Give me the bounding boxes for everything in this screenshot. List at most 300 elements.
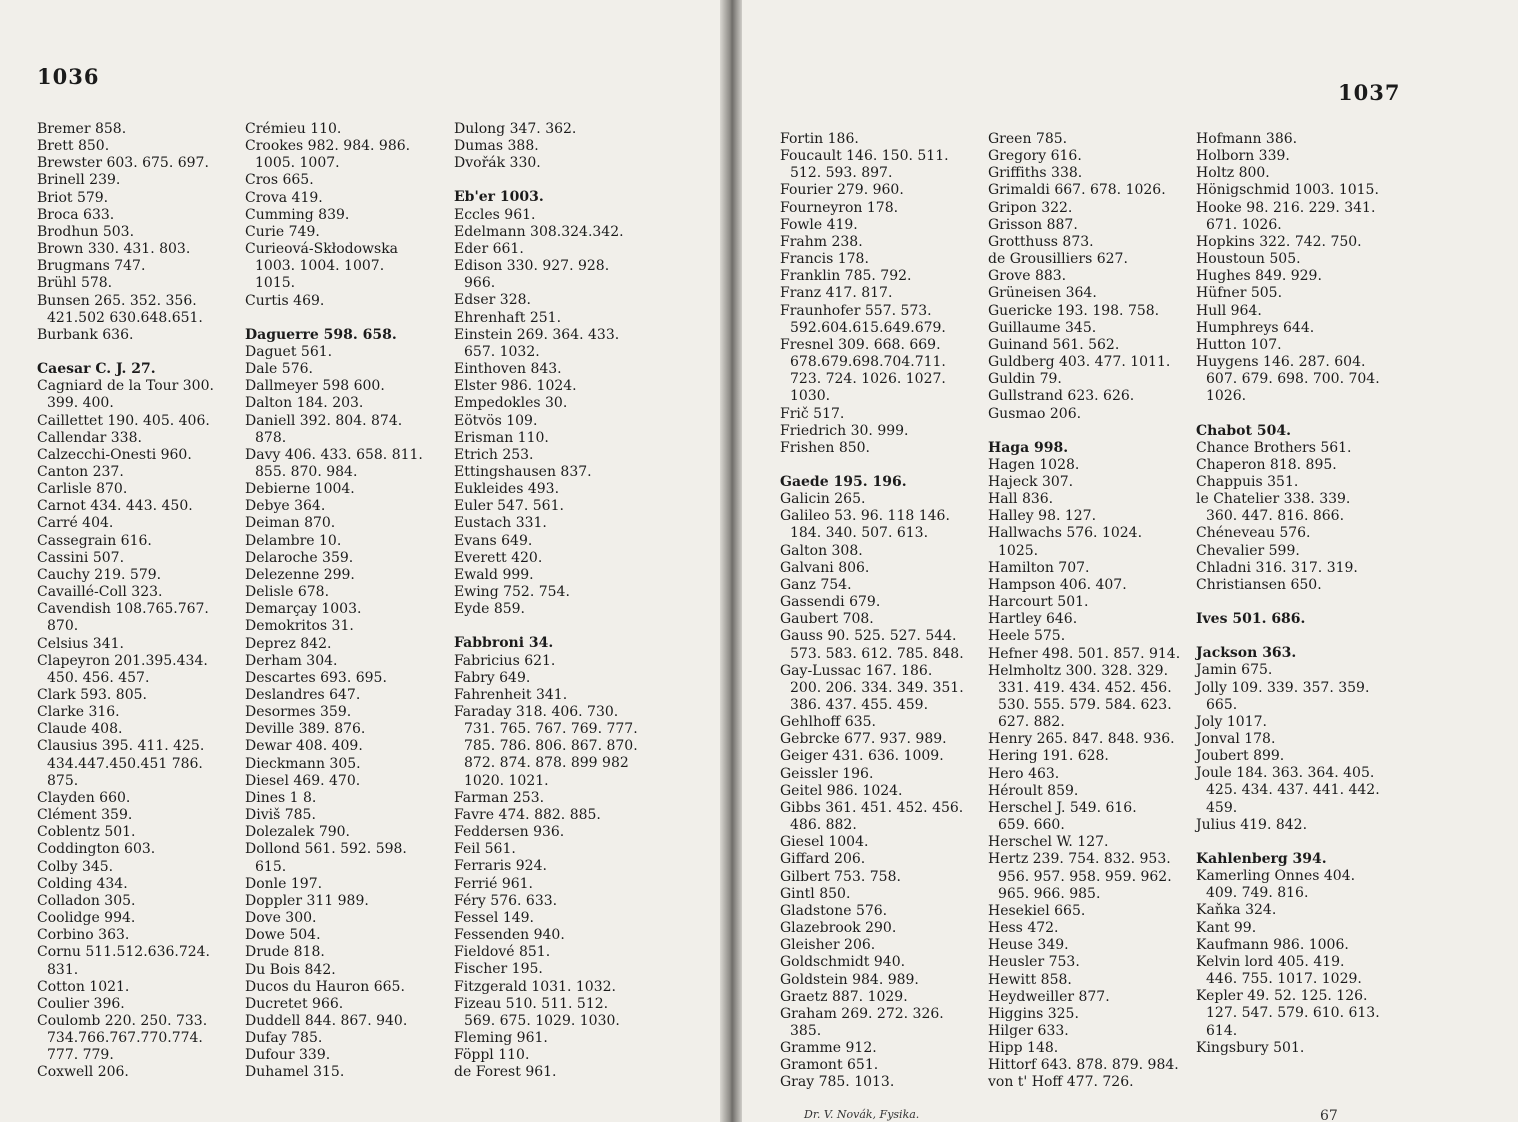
right-page — [742, 0, 1518, 1122]
index-entry-continuation: 665. — [1206, 696, 1238, 713]
index-entry: Duddell 844. 867. 940. — [245, 1012, 408, 1029]
index-entry: Erisman 110. — [454, 429, 549, 446]
index-entry: Dewar 408. 409. — [245, 738, 363, 755]
index-entry: Giffard 206. — [780, 851, 866, 868]
index-entry: Fabbroni 34. — [454, 635, 554, 652]
index-entry: Fahrenheit 341. — [454, 686, 568, 703]
index-entry: Hartley 646. — [988, 611, 1078, 628]
index-entry: Franklin 785. 792. — [780, 268, 912, 285]
index-entry: Dulong 347. 362. — [454, 121, 577, 137]
index-entry: Diesel 469. 470. — [245, 772, 361, 789]
index-entry-continuation: 385. — [790, 1022, 822, 1039]
index-entry: Dufour 339. — [245, 1047, 331, 1064]
index-entry: Griffiths 338. — [988, 165, 1083, 182]
index-entry: Bremer 858. — [37, 121, 127, 137]
index-entry: Derham 304. — [245, 652, 338, 669]
index-entry-continuation: 434.447.450.451 786. — [47, 755, 203, 772]
index-entry: Hefner 498. 501. 857. 914. — [988, 645, 1181, 662]
index-entry: Everett 420. — [454, 549, 543, 566]
index-entry: Gauss 90. 525. 527. 544. — [780, 628, 957, 645]
index-entry: Hönigschmid 1003. 1015. — [1196, 182, 1379, 199]
index-entry: Franz 417. 817. — [780, 285, 893, 302]
index-entry: Ferrié 961. — [454, 875, 534, 892]
footer-author: Dr. V. Novák, Fysika. — [804, 1108, 920, 1121]
index-entry-continuation: 486. 882. — [790, 817, 857, 834]
index-entry: Hutton 107. — [1196, 336, 1282, 353]
index-entry: Foucault 146. 150. 511. — [780, 148, 949, 165]
index-entry: Christiansen 650. — [1196, 576, 1322, 593]
index-entry-continuation: 512. 593. 897. — [790, 165, 893, 182]
index-entry: Eder 661. — [454, 240, 524, 257]
index-entry: Huygens 146. 287. 604. — [1196, 354, 1366, 371]
index-entry-continuation: 1005. 1007. — [255, 155, 340, 172]
index-entry: Hüfner 505. — [1196, 285, 1283, 302]
index-entry: Guldberg 403. 477. 1011. — [988, 354, 1171, 371]
index-entry: Gibbs 361. 451. 452. 456. — [780, 799, 964, 816]
left-page — [0, 0, 720, 1122]
index-entry: Burbank 636. — [37, 326, 134, 343]
index-entry: Drude 818. — [245, 944, 325, 961]
index-entry: Jonval 178. — [1196, 731, 1276, 747]
index-entry-continuation: 425. 434. 437. 441. 442. — [1206, 782, 1380, 799]
index-entry-continuation: 184. 340. 507. 613. — [790, 525, 929, 542]
index-entry: Dollond 561. 592. 598. — [245, 841, 407, 858]
index-entry: Gebrcke 677. 937. 989. — [780, 731, 947, 748]
index-entry: Goldstein 984. 989. — [780, 971, 919, 988]
index-entry: Ducos du Hauron 665. — [245, 978, 405, 995]
index-entry: Caillettet 190. 405. 406. — [37, 412, 210, 429]
index-entry: Daguet 561. — [245, 343, 333, 360]
index-entry: Colby 345. — [37, 858, 114, 875]
index-entry: Joly 1017. — [1196, 713, 1267, 730]
index-entry: Crémieu 110. — [245, 121, 342, 137]
index-entry-continuation: 614. — [1206, 1022, 1238, 1039]
index-entry: Du Bois 842. — [245, 961, 336, 978]
index-entry: Dolezalek 790. — [245, 824, 351, 841]
index-entry-continuation: 777. 779. — [47, 1047, 114, 1064]
index-entry: Coddington 603. — [37, 841, 156, 858]
index-entry: Guericke 193. 198. 758. — [988, 302, 1160, 319]
index-entry-continuation: 678.679.698.704.711. — [790, 354, 946, 371]
index-entry: Eyde 859. — [454, 601, 525, 618]
index-entry: Chevalier 599. — [1196, 542, 1300, 559]
index-entry: Féry 576. 633. — [454, 892, 558, 909]
index-entry: Guldin 79. — [988, 371, 1062, 388]
right-page-number: 1037 — [1338, 80, 1401, 105]
index-entry: Hewitt 858. — [988, 971, 1072, 988]
index-entry-continuation: 1003. 1004. 1007. — [255, 258, 385, 275]
index-entry: Broca 633. — [37, 206, 115, 223]
index-entry: Grisson 887. — [988, 216, 1078, 233]
index-entry: Hess 472. — [988, 920, 1059, 937]
index-entry: Helmholtz 300. 328. 329. — [988, 662, 1169, 679]
index-entry: Houstoun 505. — [1196, 251, 1301, 268]
index-entry: le Chatelier 338. 339. — [1196, 491, 1351, 508]
index-entry: Kelvin lord 405. 419. — [1196, 953, 1345, 970]
index-entry: Cros 665. — [245, 172, 314, 189]
index-entry: Crookes 982. 984. 986. — [245, 138, 411, 155]
index-entry: Clarke 316. — [37, 704, 120, 721]
index-entry-continuation: 450. 456. 457. — [47, 669, 150, 686]
index-entry: Delezenne 299. — [245, 566, 355, 583]
index-entry: Carré 404. — [37, 515, 114, 532]
index-entry: Chabot 504. — [1196, 422, 1291, 439]
index-entry: Carlisle 870. — [37, 481, 128, 498]
index-entry: Frič 517. — [780, 405, 845, 422]
index-entry: Brinell 239. — [37, 172, 121, 189]
index-entry: Dowe 504. — [245, 927, 321, 944]
index-entry: Geissler 196. — [780, 765, 874, 782]
index-entry: Feddersen 936. — [454, 824, 565, 841]
index-entry: Euler 547. 561. — [454, 498, 564, 515]
index-entry: Brühl 578. — [37, 275, 113, 292]
index-entry: Chéneveau 576. — [1196, 525, 1311, 542]
index-entry: Gramont 651. — [780, 1057, 879, 1074]
index-entry: Descartes 693. 695. — [245, 669, 387, 686]
index-entry: Curieová-Skłodowska — [245, 241, 399, 258]
right-page-column-3 — [1196, 131, 1401, 1057]
index-entry: Deslandres 647. — [245, 687, 361, 703]
index-entry: Joule 184. 363. 364. 405. — [1196, 765, 1375, 782]
index-entry: Dalton 184. 203. — [245, 395, 364, 412]
index-entry: Edison 330. 927. 928. — [454, 258, 610, 275]
index-entry-continuation: 870. — [47, 618, 79, 635]
index-entry: Fourier 279. 960. — [780, 182, 904, 199]
index-entry: Gintl 850. — [780, 885, 851, 902]
index-entry: Diviš 785. — [245, 807, 316, 824]
index-entry: Einstein 269. 364. 433. — [454, 326, 620, 343]
index-entry: Colladon 305. — [37, 892, 136, 909]
index-entry-continuation: 399. 400. — [47, 395, 114, 412]
index-entry: Frahm 238. — [780, 233, 863, 250]
index-entry: Francis 178. — [780, 251, 869, 268]
index-entry-continuation: 615. — [255, 858, 287, 875]
index-entry: Gaubert 708. — [780, 611, 874, 628]
index-entry: de Forest 961. — [454, 1064, 557, 1081]
index-entry: Etrich 253. — [454, 446, 534, 463]
index-entry: Brewster 603. 675. 697. — [37, 155, 209, 172]
index-entry: Farman 253. — [454, 789, 545, 806]
index-entry-continuation: 855. 870. 984. — [255, 463, 358, 480]
index-entry: Graetz 887. 1029. — [780, 988, 908, 1005]
index-entry: Coblentz 501. — [37, 824, 136, 841]
index-entry-continuation: 386. 437. 455. 459. — [790, 697, 929, 713]
index-entry: Delambre 10. — [245, 532, 342, 549]
index-entry: Giesel 1004. — [780, 834, 869, 851]
index-entry: Hesekiel 665. — [988, 902, 1086, 919]
index-entry: Doppler 311 989. — [245, 892, 369, 909]
index-entry: Delaroche 359. — [245, 549, 354, 566]
index-entry: Guillaume 345. — [988, 319, 1097, 336]
index-entry: Brown 330. 431. 803. — [37, 241, 191, 258]
index-entry: Dale 576. — [245, 361, 313, 378]
index-entry: Hajeck 307. — [988, 473, 1074, 490]
index-entry-continuation: 592.604.615.649.679. — [790, 319, 946, 336]
index-entry-continuation: 409. 749. 816. — [1206, 885, 1309, 902]
index-entry: Hofmann 386. — [1196, 131, 1298, 147]
index-entry: von t' Hoff 477. 726. — [988, 1074, 1134, 1091]
index-entry: Brodhun 503. — [37, 223, 135, 240]
index-entry: Ewald 999. — [454, 566, 534, 583]
index-entry: Fraunhofer 557. 573. — [780, 302, 932, 319]
index-entry: Coolidge 994. — [37, 910, 136, 927]
index-entry: Hittorf 643. 878. 879. 984. — [988, 1057, 1179, 1074]
index-entry: Hipp 148. — [988, 1040, 1059, 1057]
index-entry: Brugmans 747. — [37, 258, 146, 275]
index-entry-continuation: 1015. — [255, 275, 296, 292]
index-entry: Galileo 53. 96. 118 146. — [780, 508, 950, 525]
index-entry: Green 785. — [988, 131, 1068, 147]
index-entry: Gripon 322. — [988, 199, 1073, 216]
index-entry: Fischer 195. — [454, 961, 543, 978]
index-entry-continuation: 1026. — [1206, 388, 1247, 405]
index-entry: Föppl 110. — [454, 1047, 530, 1064]
index-entry: Holtz 800. — [1196, 165, 1270, 182]
index-entry: Clapeyron 201.395.434. — [37, 652, 208, 669]
index-entry: Edelmann 308.324.342. — [454, 223, 624, 240]
index-entry: Guinand 561. 562. — [988, 336, 1120, 353]
index-entry: Herschel W. 127. — [988, 834, 1109, 851]
index-entry: Fresnel 309. 668. 669. — [780, 336, 941, 353]
index-entry-continuation: 785. 786. 806. 867. 870. — [464, 738, 638, 755]
index-entry: Dufay 785. — [245, 1030, 323, 1047]
index-entry: Kingsbury 501. — [1196, 1039, 1305, 1056]
left-page-column-3 — [454, 121, 659, 1081]
index-entry: Heuse 349. — [988, 937, 1069, 954]
index-entry: Chaperon 818. 895. — [1196, 456, 1337, 473]
index-entry: Cavendish 108.765.767. — [37, 601, 209, 618]
left-page-number: 1036 — [37, 64, 100, 89]
index-entry: Fleming 961. — [454, 1029, 548, 1046]
index-entry: Delisle 678. — [245, 584, 330, 601]
index-entry-continuation: 569. 675. 1029. 1030. — [464, 1012, 620, 1029]
index-entry: Curie 749. — [245, 223, 320, 240]
index-entry: Cassegrain 616. — [37, 532, 152, 549]
left-page-column-2 — [245, 121, 450, 1082]
footer-sheet-number: 67 — [1320, 1108, 1338, 1122]
index-entry: Demarçay 1003. — [245, 601, 362, 618]
index-entry-continuation: 607. 679. 698. 700. 704. — [1206, 371, 1380, 388]
index-entry: Desormes 359. — [245, 704, 352, 721]
index-entry: Dvořák 330. — [454, 155, 541, 172]
index-entry: Gilbert 753. 758. — [780, 868, 901, 885]
index-entry: Debye 364. — [245, 498, 326, 515]
index-entry: Deville 389. 876. — [245, 721, 366, 738]
index-entry: Grimaldi 667. 678. 1026. — [988, 182, 1166, 199]
index-entry: de Grousilliers 627. — [988, 251, 1128, 268]
index-entry: Eustach 331. — [454, 515, 547, 532]
index-entry: Daniell 392. 804. 874. — [245, 412, 403, 429]
index-entry: Haga 998. — [988, 439, 1069, 456]
index-entry-continuation: 657. 1032. — [464, 343, 540, 360]
index-entry: Feil 561. — [454, 841, 516, 858]
index-entry: Evans 649. — [454, 532, 533, 549]
index-entry: Cagniard de la Tour 300. — [37, 378, 214, 395]
index-entry: Clausius 395. 411. 425. — [37, 738, 205, 755]
index-entry: Hering 191. 628. — [988, 748, 1109, 765]
index-entry: Chladni 316. 317. 319. — [1196, 559, 1358, 576]
index-entry: Galvani 806. — [780, 559, 870, 576]
index-entry: Elster 986. 1024. — [454, 378, 577, 395]
index-entry: Dumas 388. — [454, 138, 539, 155]
index-entry-continuation: 573. 583. 612. 785. 848. — [790, 645, 964, 662]
index-entry: Grove 883. — [988, 268, 1067, 285]
index-entry: Higgins 325. — [988, 1005, 1079, 1022]
index-entry: Davy 406. 433. 658. 811. — [245, 446, 423, 463]
index-entry: Cornu 511.512.636.724. — [37, 944, 211, 961]
index-entry: Bunsen 265. 352. 356. — [37, 292, 197, 309]
index-entry-continuation: 200. 206. 334. 349. 351. — [790, 679, 964, 696]
index-entry: Crova 419. — [245, 189, 323, 206]
index-entry: Frishen 850. — [780, 439, 871, 456]
index-entry-continuation: 1020. 1021. — [464, 772, 549, 789]
index-entry: Carnot 434. 443. 450. — [37, 498, 193, 515]
index-entry: Harcourt 501. — [988, 594, 1089, 611]
index-entry: Donle 197. — [245, 875, 323, 892]
index-entry: Julius 419. 842. — [1196, 816, 1308, 833]
index-entry: Humphreys 644. — [1196, 319, 1315, 336]
index-entry: Herschel J. 549. 616. — [988, 799, 1137, 816]
index-entry: Heydweiller 877. — [988, 988, 1110, 1005]
index-entry: Holborn 339. — [1196, 148, 1290, 165]
index-entry: Kamerling Onnes 404. — [1196, 868, 1356, 885]
index-entry: Cassini 507. — [37, 549, 125, 566]
index-entry: Cumming 839. — [245, 206, 350, 223]
index-entry-continuation: 731. 765. 767. 769. 777. — [464, 721, 638, 738]
index-entry: Gusmao 206. — [988, 405, 1082, 422]
index-entry: Hagen 1028. — [988, 456, 1080, 473]
index-entry-continuation: 671. 1026. — [1206, 216, 1282, 233]
index-entry: Joubert 899. — [1196, 748, 1285, 765]
index-entry-continuation: 127. 547. 579. 610. 613. — [1206, 1005, 1380, 1022]
index-entry: Brett 850. — [37, 138, 110, 155]
index-entry: Gay-Lussac 167. 186. — [780, 662, 933, 679]
index-entry: Hooke 98. 216. 229. 341. — [1196, 199, 1376, 216]
index-entry: Demokritos 31. — [245, 618, 354, 635]
index-entry: Einthoven 843. — [454, 361, 562, 378]
index-entry-continuation: 872. 874. 878. 899 982 — [464, 755, 629, 772]
index-entry: Fieldové 851. — [454, 944, 551, 961]
index-entry: Coulomb 220. 250. 733. — [37, 1012, 208, 1029]
index-entry-continuation: 459. — [1206, 799, 1238, 816]
index-entry: Gregory 616. — [988, 148, 1082, 165]
index-entry: Fitzgerald 1031. 1032. — [454, 978, 616, 995]
index-entry: Fortin 186. — [780, 131, 859, 147]
index-entry-continuation: 956. 957. 958. 959. 962. — [998, 868, 1172, 885]
index-entry: Daguerre 598. 658. — [245, 326, 397, 343]
index-entry: Fowle 419. — [780, 216, 858, 233]
index-entry: Cavaillé-Coll 323. — [37, 584, 163, 601]
index-entry: Friedrich 30. 999. — [780, 422, 909, 439]
index-entry: Celsius 341. — [37, 635, 124, 652]
index-entry: Kepler 49. 52. 125. 126. — [1196, 988, 1368, 1005]
index-entry: Clark 593. 805. — [37, 687, 147, 703]
index-entry: Héroult 859. — [988, 782, 1079, 799]
index-entry: Eb'er 1003. — [454, 189, 544, 206]
index-entry: Caesar C. J. 27. — [37, 361, 156, 378]
left-page-column-1 — [37, 121, 242, 1082]
index-entry: Gray 785. 1013. — [780, 1074, 895, 1091]
index-entry: Hull 964. — [1196, 302, 1262, 319]
index-entry: Coxwell 206. — [37, 1064, 129, 1081]
right-page-column-1 — [780, 131, 985, 1092]
index-entry: Hopkins 322. 742. 750. — [1196, 233, 1362, 250]
index-entry: Galicin 265. — [780, 491, 866, 508]
index-entry: Dallmeyer 598 600. — [245, 378, 385, 395]
index-entry: Hertz 239. 754. 832. 953. — [988, 851, 1171, 868]
index-entry: Eccles 961. — [454, 206, 536, 223]
index-entry: Hilger 633. — [988, 1022, 1069, 1039]
index-entry: Ferraris 924. — [454, 858, 547, 875]
index-entry-continuation: 831. — [47, 961, 79, 978]
index-entry: Goldschmidt 940. — [780, 954, 906, 971]
index-entry: Fabry 649. — [454, 669, 531, 686]
index-entry: Halley 98. 127. — [988, 508, 1097, 525]
index-entry: Favre 474. 882. 885. — [454, 806, 601, 823]
index-entry: Curtis 469. — [245, 292, 325, 309]
index-entry: Geitel 986. 1024. — [780, 782, 903, 799]
index-entry-continuation: 331. 419. 434. 452. 456. — [998, 679, 1172, 696]
index-entry: Heele 575. — [988, 628, 1066, 645]
index-entry: Heusler 753. — [988, 954, 1080, 971]
index-entry: Gullstrand 623. 626. — [988, 388, 1135, 405]
index-entry: Claude 408. — [37, 721, 123, 738]
index-entry: Cotton 1021. — [37, 978, 130, 995]
index-entry: Glazebrook 290. — [780, 920, 897, 937]
index-entry: Corbino 363. — [37, 927, 130, 944]
index-entry: Ewing 752. 754. — [454, 584, 570, 601]
index-entry: Deprez 842. — [245, 635, 332, 652]
index-entry: Faraday 318. 406. 730. — [454, 704, 619, 720]
index-entry: Jackson 363. — [1196, 645, 1297, 662]
index-entry: Jamin 675. — [1196, 662, 1273, 679]
index-entry: Galton 308. — [780, 542, 863, 559]
index-entry: Cauchy 219. 579. — [37, 566, 162, 583]
index-entry: Graham 269. 272. 326. — [780, 1005, 944, 1022]
index-entry: Hampson 406. 407. — [988, 576, 1127, 593]
index-entry: Fessenden 940. — [454, 927, 565, 944]
index-entry: Hallwachs 576. 1024. — [988, 525, 1143, 542]
index-entry-continuation: 1025. — [998, 542, 1039, 559]
right-page-column-2 — [988, 131, 1193, 1092]
index-entry: Eötvös 109. — [454, 412, 538, 429]
index-entry: Hall 836. — [988, 491, 1054, 508]
index-entry: Dove 300. — [245, 910, 317, 927]
index-entry: Clément 359. — [37, 807, 133, 824]
index-entry: Kahlenberg 394. — [1196, 850, 1327, 867]
index-entry: Ganz 754. — [780, 576, 852, 593]
index-entry: Chance Brothers 561. — [1196, 439, 1352, 456]
index-entry-continuation: 627. 882. — [998, 714, 1065, 731]
index-entry: Hamilton 707. — [988, 559, 1090, 576]
index-entry: Edser 328. — [454, 292, 531, 309]
index-entry: Kant 99. — [1196, 919, 1257, 936]
index-entry: Dines 1 8. — [245, 789, 317, 806]
index-entry: Deiman 870. — [245, 515, 336, 532]
index-entry: Gladstone 576. — [780, 902, 888, 919]
index-entry: Fizeau 510. 511. 512. — [454, 995, 609, 1012]
index-entry: Hero 463. — [988, 765, 1060, 782]
index-entry-continuation: 360. 447. 816. 866. — [1206, 508, 1345, 525]
index-entry: Canton 237. — [37, 463, 124, 480]
index-entry: Clayden 660. — [37, 789, 131, 806]
index-entry: Colding 434. — [37, 875, 128, 892]
index-entry: Coulier 396. — [37, 995, 125, 1012]
index-entry: Debierne 1004. — [245, 481, 355, 498]
index-entry: Gramme 912. — [780, 1040, 877, 1057]
index-entry-continuation: 734.766.767.770.774. — [47, 1030, 203, 1047]
index-entry-continuation: 723. 724. 1026. 1027. — [790, 371, 946, 388]
